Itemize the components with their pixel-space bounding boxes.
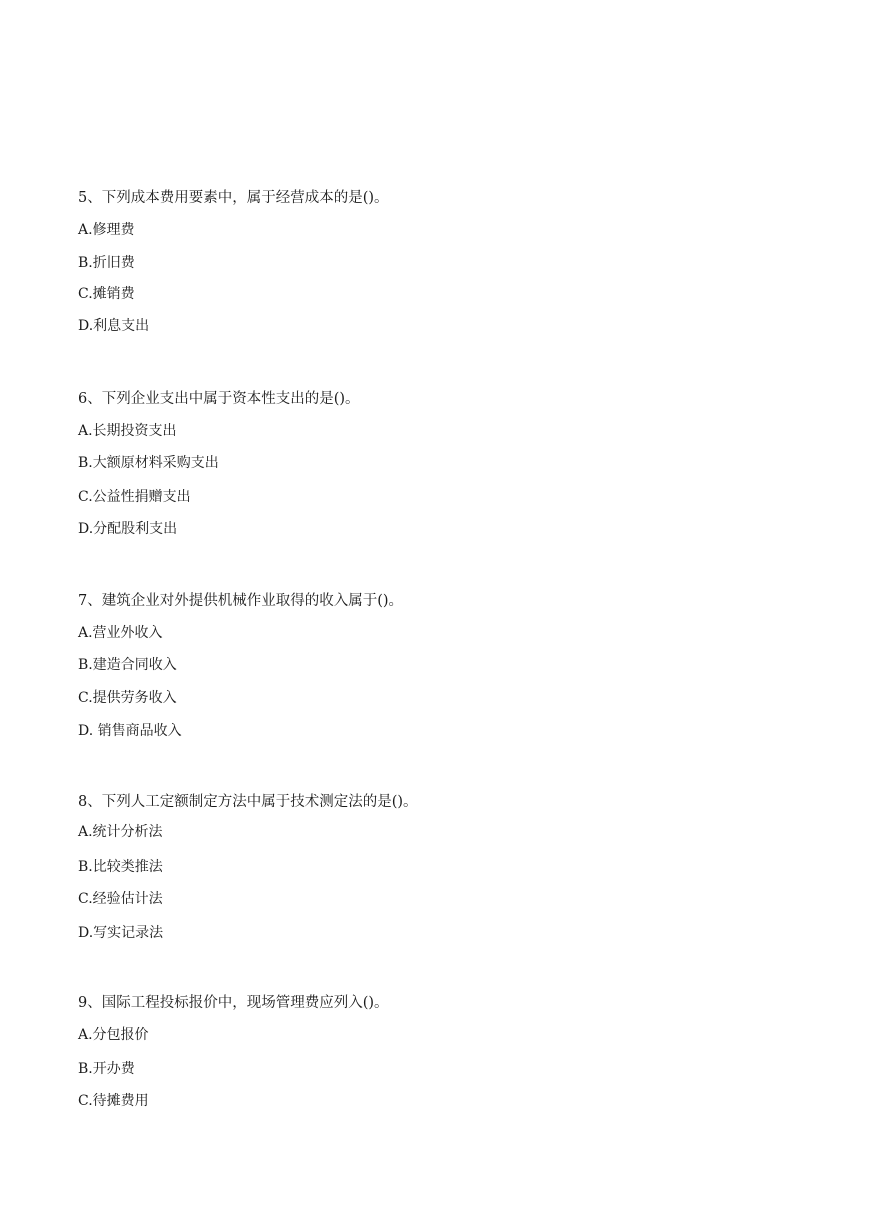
question-6-option-d: D.分配股利支出 [78,521,178,537]
question-9-option-b: B.开办费 [78,1061,135,1077]
question-8-option-a: A.统计分析法 [78,824,163,840]
question-5-option-c: C.摊销费 [78,286,135,302]
question-6-option-c: C.公益性捐赠支出 [78,489,191,505]
question-7-option-a: A.营业外收入 [78,625,163,641]
question-7-option-d: D. 销售商品收入 [78,723,182,739]
question-8-option-c: C.经验估计法 [78,891,163,907]
question-5-option-a: A.修理费 [78,222,135,238]
question-9-option-a: A.分包报价 [78,1027,149,1043]
question-6-option-a: A.长期投资支出 [78,423,177,439]
question-7-option-b: B.建造合同收入 [78,657,177,673]
question-6-option-b: B.大额原材料采购支出 [78,455,219,471]
question-7-stem: 7、建筑企业对外提供机械作业取得的收入属于()。 [78,593,404,609]
question-5-option-d: D.利息支出 [78,318,150,334]
question-7-option-c: C.提供劳务收入 [78,690,177,706]
question-8-option-b: B.比较类推法 [78,859,163,875]
question-5-stem: 5、下列成本费用要素中，属于经营成本的是()。 [78,190,389,206]
question-8-stem: 8、下列人工定额制定方法中属于技术测定法的是()。 [78,794,418,810]
question-6-stem: 6、下列企业支出中属于资本性支出的是()。 [78,391,360,407]
question-9-option-c: C.待摊费用 [78,1093,149,1109]
question-8-option-d: D.写实记录法 [78,925,164,941]
question-5-option-b: B.折旧费 [78,255,135,271]
question-9-stem: 9、国际工程投标报价中，现场管理费应列入()。 [78,995,389,1011]
